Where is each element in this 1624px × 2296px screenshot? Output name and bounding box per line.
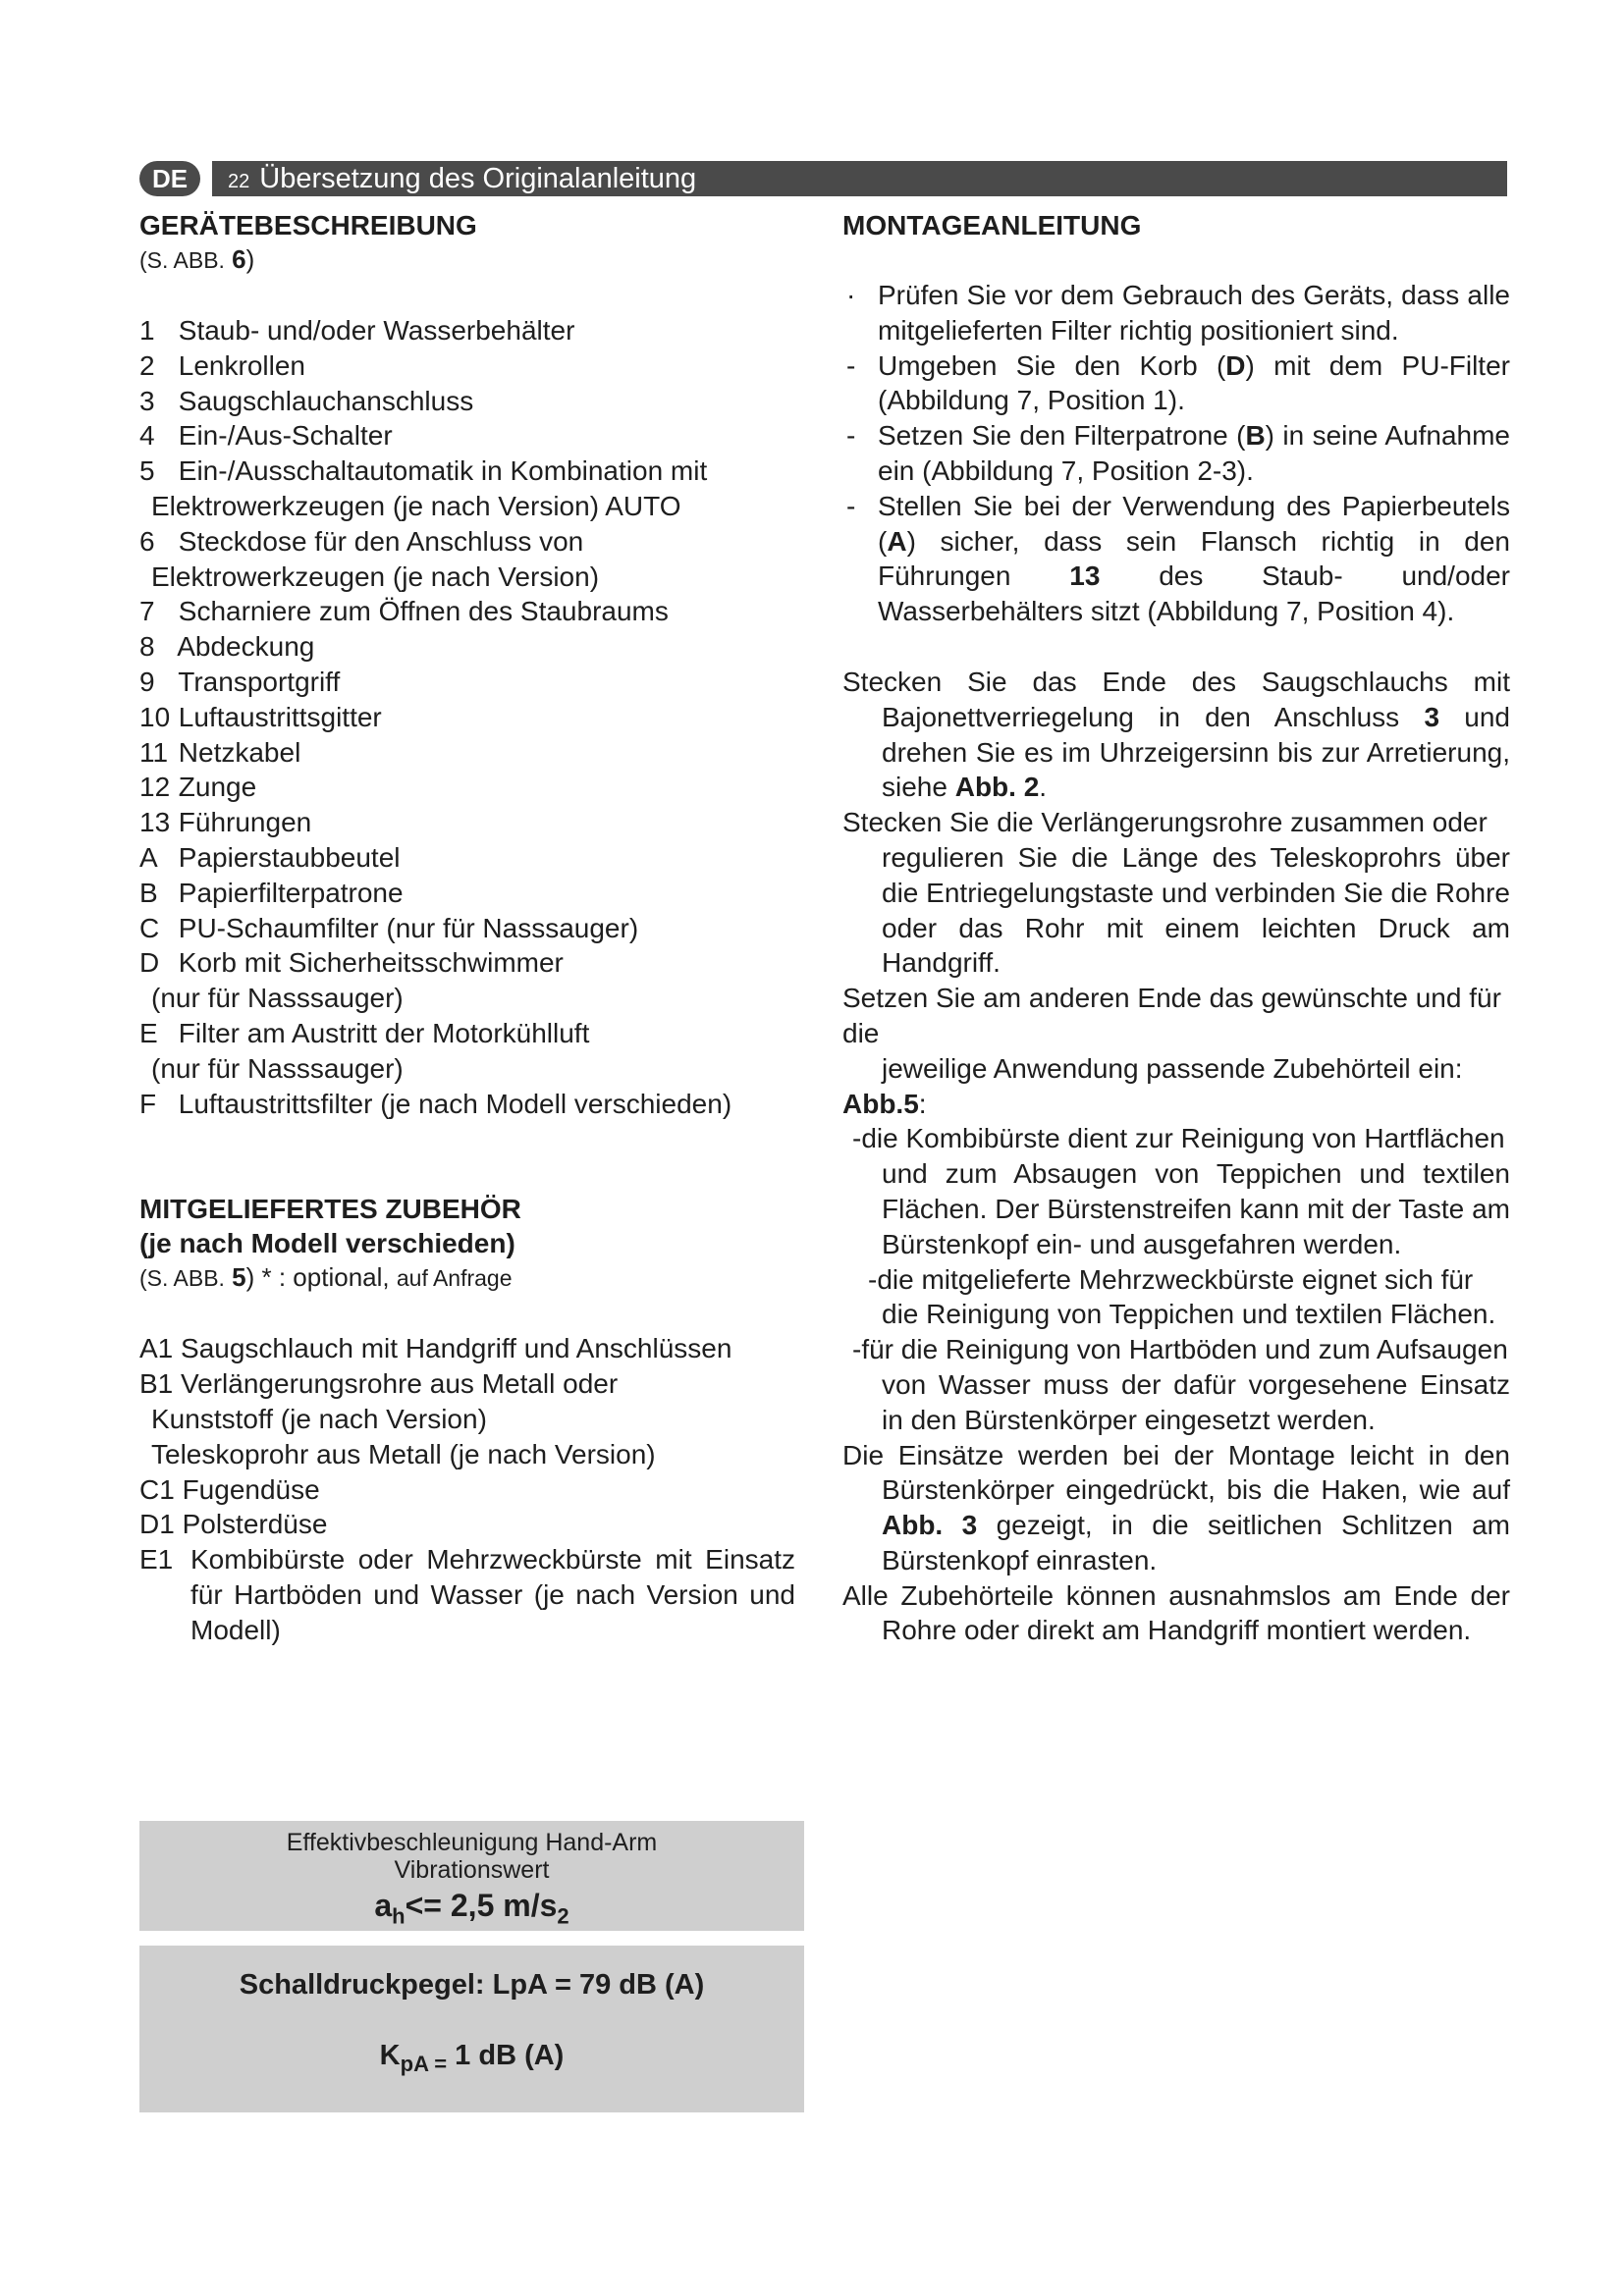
header-title: Übersetzung des Originalanleitung [259, 163, 697, 194]
list-item-continuation: Kunststoff (je nach Version) [151, 1403, 487, 1434]
list-item [139, 770, 795, 805]
item-text: Korb mit Sicherheitsschwimmer [178, 947, 564, 979]
paragraph-multi-brush: -die mitgelieferte Mehrzweckbürste eignet sich für die Reinigung von Teppichen und textilen Flächen. [868, 1263, 1496, 1330]
item-text: Steckdose für den Anschluss von [178, 525, 584, 557]
item-number: C [139, 912, 160, 943]
list-item [139, 911, 795, 946]
item-text: Filter am Austritt der Motorkühlluft [178, 1017, 590, 1048]
vibration-label: Effektivbeschleunigung Hand-Arm [286, 1829, 658, 1856]
item-text: Papierstaubbeutel [178, 841, 401, 873]
list-item [139, 629, 795, 665]
list-item [139, 1331, 795, 1366]
item-number: A [139, 841, 158, 873]
list-item: · Prüfen Sie vor dem Gebrauch des Geräts, dass alle mitgelieferten Filter richtig positioniert sind. [846, 280, 1510, 346]
item-number: 11 [139, 736, 169, 768]
page-header [139, 161, 1507, 196]
list-item [139, 348, 795, 384]
left-column [139, 208, 795, 1648]
list-item [139, 1507, 795, 1542]
item-text: Staub- und/oder Wasserbehälter [178, 315, 575, 346]
item-text: Saugschlauchanschluss [178, 385, 474, 416]
list-item-continuation: Teleskoprohr aus Metall (je nach Version) [151, 1438, 656, 1469]
paragraph-tubes: Stecken Sie die Verlängerungsrohre zusammen oder regulieren Sie die Länge des Teleskoprohrs über die Entriegelungstaste und verbinden Sie die Rohre oder das Rohr mit einem leichten Druck am Handgriff. [842, 807, 1510, 979]
list-item [139, 876, 795, 911]
item-number: 5 [139, 455, 155, 487]
paragraph-hard-floor: -für die Reinigung von Hartböden und zum Aufsaugen von Wasser muss der dafür vorgesehene Einsatz in den Bürstenkörper eingesetzt werden. [852, 1334, 1510, 1435]
list-item-continuation: Elektrowerkzeugen (je nach Version) [151, 561, 600, 592]
item-number: 9 [139, 666, 155, 697]
device-description-ref: (S. ABB. 6) [139, 244, 255, 274]
item-text: Transportgriff [178, 666, 341, 697]
list-item [139, 665, 795, 700]
item-number: 13 [139, 807, 171, 838]
list-item: - Umgeben Sie den Korb (D) mit dem PU-Filter (Abbildung 7, Position 1). [846, 349, 1510, 416]
item-text: Ein-/Aus-Schalter [178, 420, 393, 452]
list-item [139, 524, 795, 560]
paragraph-combi-brush: -die Kombibürste dient zur Reinigung von Hartflächen und zum Absaugen von Teppichen und textilen Flächen. Der Bürstenstreifen kann mit der Taste am Bürstenkopf ein- und ausgefahren werden. [852, 1123, 1510, 1259]
item-number: 12 [139, 772, 171, 803]
item-number: B [139, 877, 158, 908]
item-text: Zunge [178, 772, 257, 803]
item-number: E1 [139, 1544, 174, 1575]
list-item: - Setzen Sie den Filterpatrone (B) in seine Aufnahme ein (Abbildung 7, Position 2-3). [846, 420, 1510, 486]
page-number: 22 [228, 171, 250, 192]
item-text: Polsterdüse [182, 1509, 328, 1540]
list-item-continuation: Elektrowerkzeugen (je nach Version) AUTO [151, 490, 681, 521]
list-item-continuation: (nur für Nasssauger) [151, 1052, 404, 1084]
item-number: D1 [139, 1509, 175, 1540]
paragraph-hose: Stecken Sie das Ende des Saugschlauchs mit Bajonettverriegelung in den Anschluss 3 und drehen Sie es im Uhrzeigersinn bis zur Arretierung, siehe Abb. 2. [842, 666, 1510, 803]
list-item [139, 313, 795, 348]
item-number: 7 [139, 596, 155, 627]
item-text: Saugschlauch mit Handgriff und Anschlüssen [181, 1333, 732, 1364]
accessories-list [139, 1331, 795, 1647]
figure-ref-abb5: Abb.5: [842, 1088, 927, 1119]
right-column [842, 208, 1510, 1648]
item-text: Fugendüse [182, 1473, 320, 1505]
list-item [139, 594, 795, 629]
item-number: 10 [139, 701, 171, 732]
list-item [139, 1016, 795, 1051]
list-item [139, 1087, 795, 1122]
item-number: C1 [139, 1473, 175, 1505]
item-text: PU-Schaumfilter (nur für Nasssauger) [178, 912, 639, 943]
sound-pressure-box [139, 1946, 804, 2112]
item-number: 8 [139, 631, 155, 663]
list-item [139, 945, 795, 981]
sound-pressure-value: Schalldruckpegel: LpA = 79 dB (A) [239, 1969, 705, 2001]
paragraph-all-accessories: Alle Zubehörteile können ausnahmslos am Ende der Rohre oder direkt am Handgriff montiert werden. [842, 1579, 1510, 1646]
item-text: Führungen [178, 807, 312, 838]
accessories-subtitle: (je nach Modell verschieden) [139, 1228, 515, 1259]
paragraph-inserts: Die Einsätze werden bei der Montage leicht in den Bürstenkörper eingedrückt, bis die Haken, wie auf Abb. 3 gezeigt, in die seitlichen Schlitzen am Bürstenkopf einrasten. [842, 1439, 1510, 1575]
vibration-label-2: Vibrationswert [394, 1856, 550, 1884]
item-number: 3 [139, 385, 155, 416]
item-number: 1 [139, 315, 155, 346]
item-text: Ein-/Ausschaltautomatik in Kombination mit [178, 455, 708, 487]
list-item [139, 454, 795, 489]
accessories-title: MITGELIEFERTES ZUBEHÖR [139, 1194, 521, 1225]
item-number: F [139, 1088, 157, 1119]
item-text: Scharniere zum Öffnen des Staubraums [178, 596, 669, 627]
list-item [139, 840, 795, 876]
list-item [139, 384, 795, 419]
item-number: 4 [139, 420, 155, 452]
assembly-checklist [842, 278, 1510, 629]
list-item-continuation: (nur für Nasssauger) [151, 983, 404, 1014]
list-item [139, 1542, 795, 1647]
accessories-ref: (S. ABB. 5) * : optional, auf Anfrage [139, 1262, 513, 1293]
assembly-title: MONTAGEANLEITUNG [842, 210, 1142, 240]
item-text: Papierfilterpatrone [178, 877, 404, 908]
list-item: - Stellen Sie bei der Verwendung des Papierbeutels (A) sicher, dass sein Flansch richtig in den Führungen 13 des Staub- und/oder Wasserbehälters sitzt (Abbildung 7, Position 4). [846, 490, 1511, 627]
device-parts-list [139, 313, 795, 1121]
item-text: Verlängerungsrohre aus Metall oder [181, 1368, 619, 1400]
list-item [139, 1366, 795, 1402]
item-number: 6 [139, 525, 155, 557]
sound-uncertainty-value: $K_{pA =}$ 1 dB (A) [379, 2040, 565, 2076]
vibration-value: $a_h<= 2,5$ $m/s_2$ [374, 1888, 569, 1929]
item-text: Abdeckung [177, 631, 315, 663]
item-number: E [139, 1017, 158, 1048]
paragraph-accessory: Setzen Sie am anderen Ende das gewünschte und für die jeweilige Anwendung passende Zubehörteil ein: [842, 983, 1501, 1084]
item-text: Luftaustrittsgitter [178, 701, 382, 732]
list-item [139, 735, 795, 771]
vibration-box [139, 1821, 804, 1931]
item-text: Luftaustrittsfilter (je nach Modell verschieden) [178, 1088, 732, 1119]
item-text: Lenkrollen [178, 349, 305, 381]
list-item [139, 1472, 795, 1508]
list-item [139, 805, 795, 840]
header-bar [212, 161, 1507, 196]
item-number: D [139, 947, 160, 979]
device-description-title: GERÄTEBESCHREIBUNG [139, 210, 477, 240]
language-badge: DE [139, 161, 200, 196]
item-number: A1 [139, 1333, 174, 1364]
item-number: 2 [139, 349, 155, 381]
item-text: Kombibürste oder Mehrzweckbürste mit Einsatz für Hartböden und Wasser (je nach Version und Modell) [190, 1544, 795, 1645]
item-number: B1 [139, 1368, 174, 1400]
list-item [139, 700, 795, 735]
list-item [139, 418, 795, 454]
item-text: Netzkabel [178, 736, 301, 768]
